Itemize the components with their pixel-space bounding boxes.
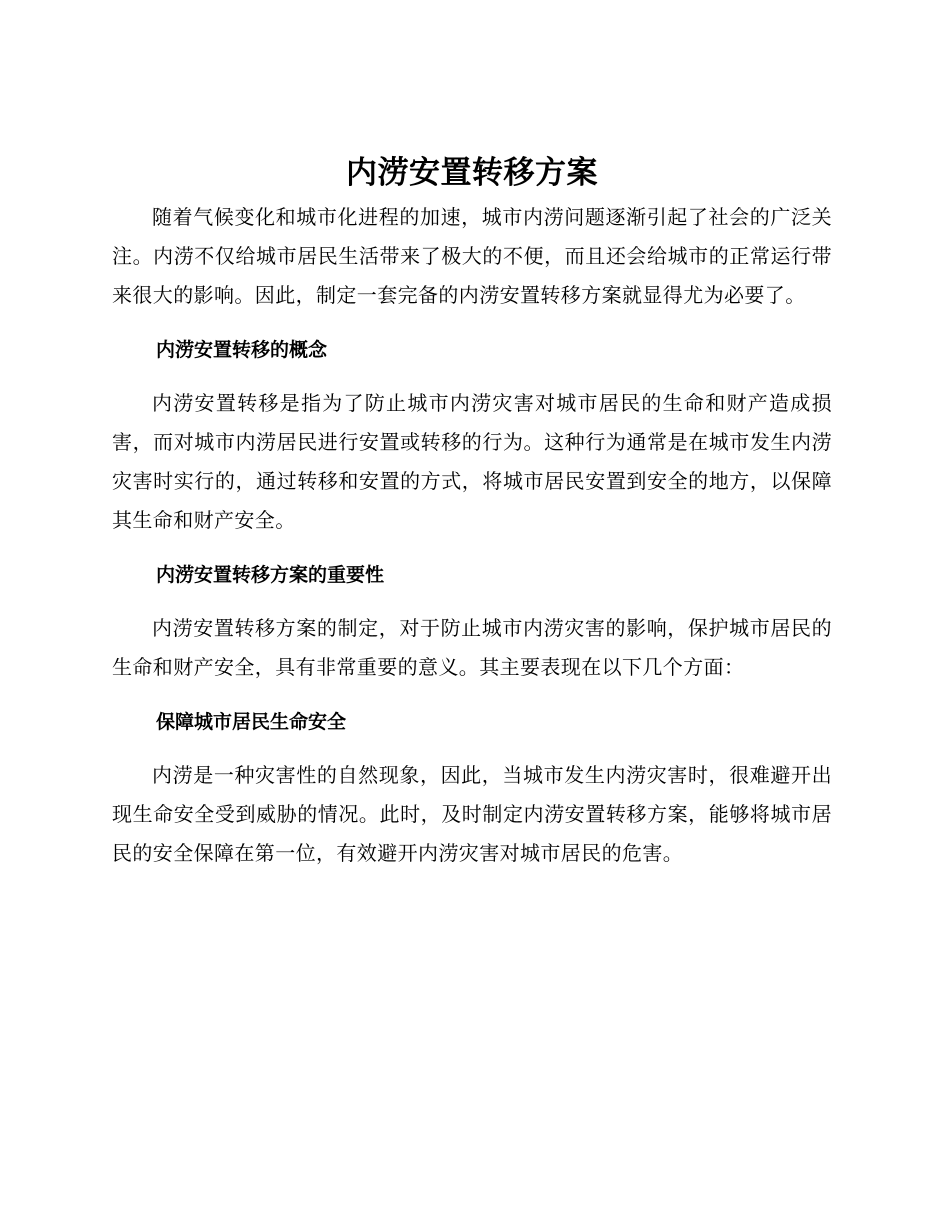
section-heading-concept: 内涝安置转移的概念 [156,339,328,361]
section-body-importance: 内涝安置转移方案的制定，对于防止城市内涝灾害的影响，保护城市居民的生命和财产安全，具有非常重要的意义。其主要表现在以下几个方面： [112,616,832,679]
spacer [112,540,832,556]
document-title: 内涝安置转移方案 [346,155,598,191]
section-heading-life-safety: 保障城市居民生命安全 [156,711,347,733]
section-body-life-safety: 内涝是一种灾害性的自然现象，因此，当城市发生内涝灾害时，很难避开出现生命安全受到威胁的情况。此时，及时制定内涝安置转移方案，能够将城市居民的安全保障在第一位，有效避开内涝灾害对城市居民的危害。 [112,763,832,865]
intro-paragraph: 随着气候变化和城市化进程的加速，城市内涝问题逐渐引起了社会的广泛关注。内涝不仅给城市居民生活带来了极大的不便，而且还会给城市的正常运行带来很大的影响。因此，制定一套完备的内涝安置转移方案就显得尤为必要了。 [112,205,832,307]
spacer [112,595,832,609]
spacer [112,370,832,384]
section-body-concept: 内涝安置转移是指为了防止城市内涝灾害对城市居民的生命和财产造成损害，而对城市内涝居民进行安置或转移的行为。这种行为通常是在城市发生内涝灾害时实行的，通过转移和安置的方式，将城市居民安置到安全的地方，以保障其生命和财产安全。 [112,391,832,532]
section-heading-importance: 内涝安置转移方案的重要性 [156,564,385,586]
spacer [112,315,832,331]
document-content [112,148,832,873]
spacer [112,742,832,756]
spacer [112,687,832,703]
